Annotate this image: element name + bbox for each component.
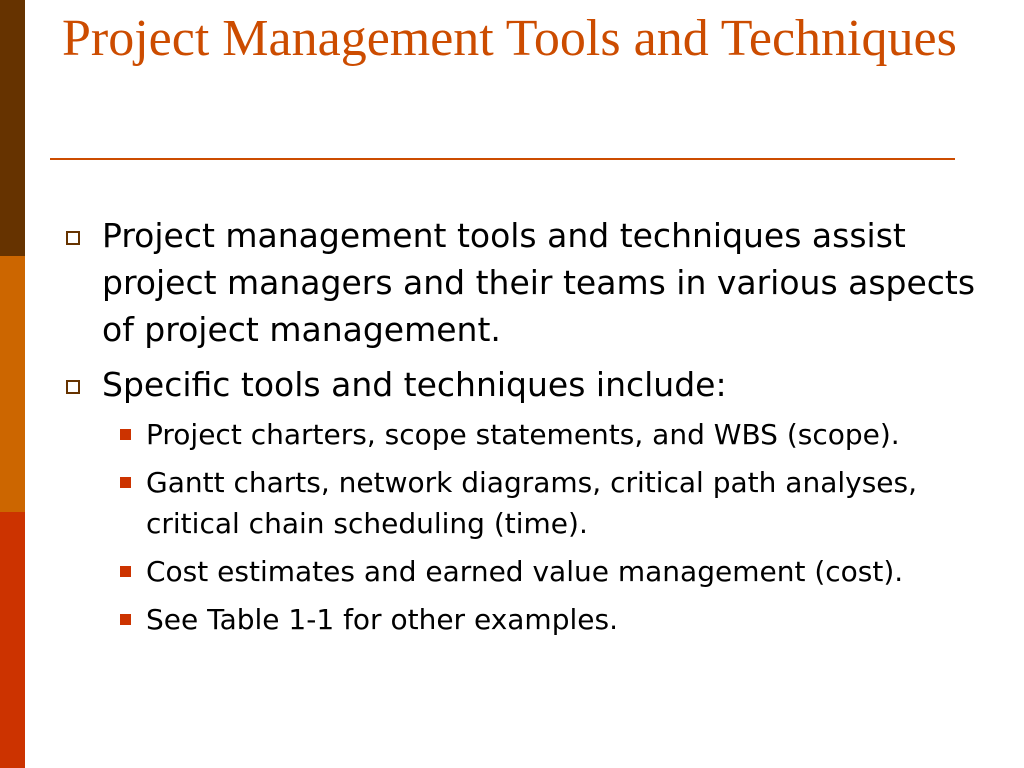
bullet-list bbox=[62, 212, 982, 647]
sub-bullet-item bbox=[62, 414, 982, 455]
sub-bullet-list bbox=[62, 414, 982, 640]
hollow-square-bullet-icon bbox=[66, 380, 80, 394]
side-bar-middle-segment bbox=[0, 256, 25, 512]
bullet-item bbox=[62, 212, 982, 353]
sub-bullet-text: Gantt charts, network diagrams, critical path analyses, critical chain scheduling (time). bbox=[146, 466, 918, 540]
title-underline bbox=[50, 158, 955, 160]
filled-square-bullet-icon bbox=[120, 614, 131, 625]
filled-square-bullet-icon bbox=[120, 429, 131, 440]
side-bar-top-segment bbox=[0, 0, 25, 256]
filled-square-bullet-icon bbox=[120, 566, 131, 577]
bullet-item bbox=[62, 361, 982, 408]
sub-bullet-text: See Table 1-1 for other examples. bbox=[146, 603, 618, 636]
bullet-text: Specific tools and techniques include: bbox=[102, 365, 727, 404]
sub-bullet-item bbox=[62, 462, 982, 544]
slide-title: Project Management Tools and Techniques bbox=[62, 10, 957, 67]
sub-bullet-text: Cost estimates and earned value management (cost). bbox=[146, 555, 904, 588]
sub-bullet-item bbox=[62, 599, 982, 640]
bullet-text: Project management tools and techniques assist project managers and their teams in various aspects of project management. bbox=[102, 216, 976, 349]
hollow-square-bullet-icon bbox=[66, 231, 80, 245]
side-bar-bottom-segment bbox=[0, 512, 25, 768]
sub-bullet-text: Project charters, scope statements, and WBS (scope). bbox=[146, 418, 900, 451]
filled-square-bullet-icon bbox=[120, 477, 131, 488]
sub-bullet-item bbox=[62, 551, 982, 592]
